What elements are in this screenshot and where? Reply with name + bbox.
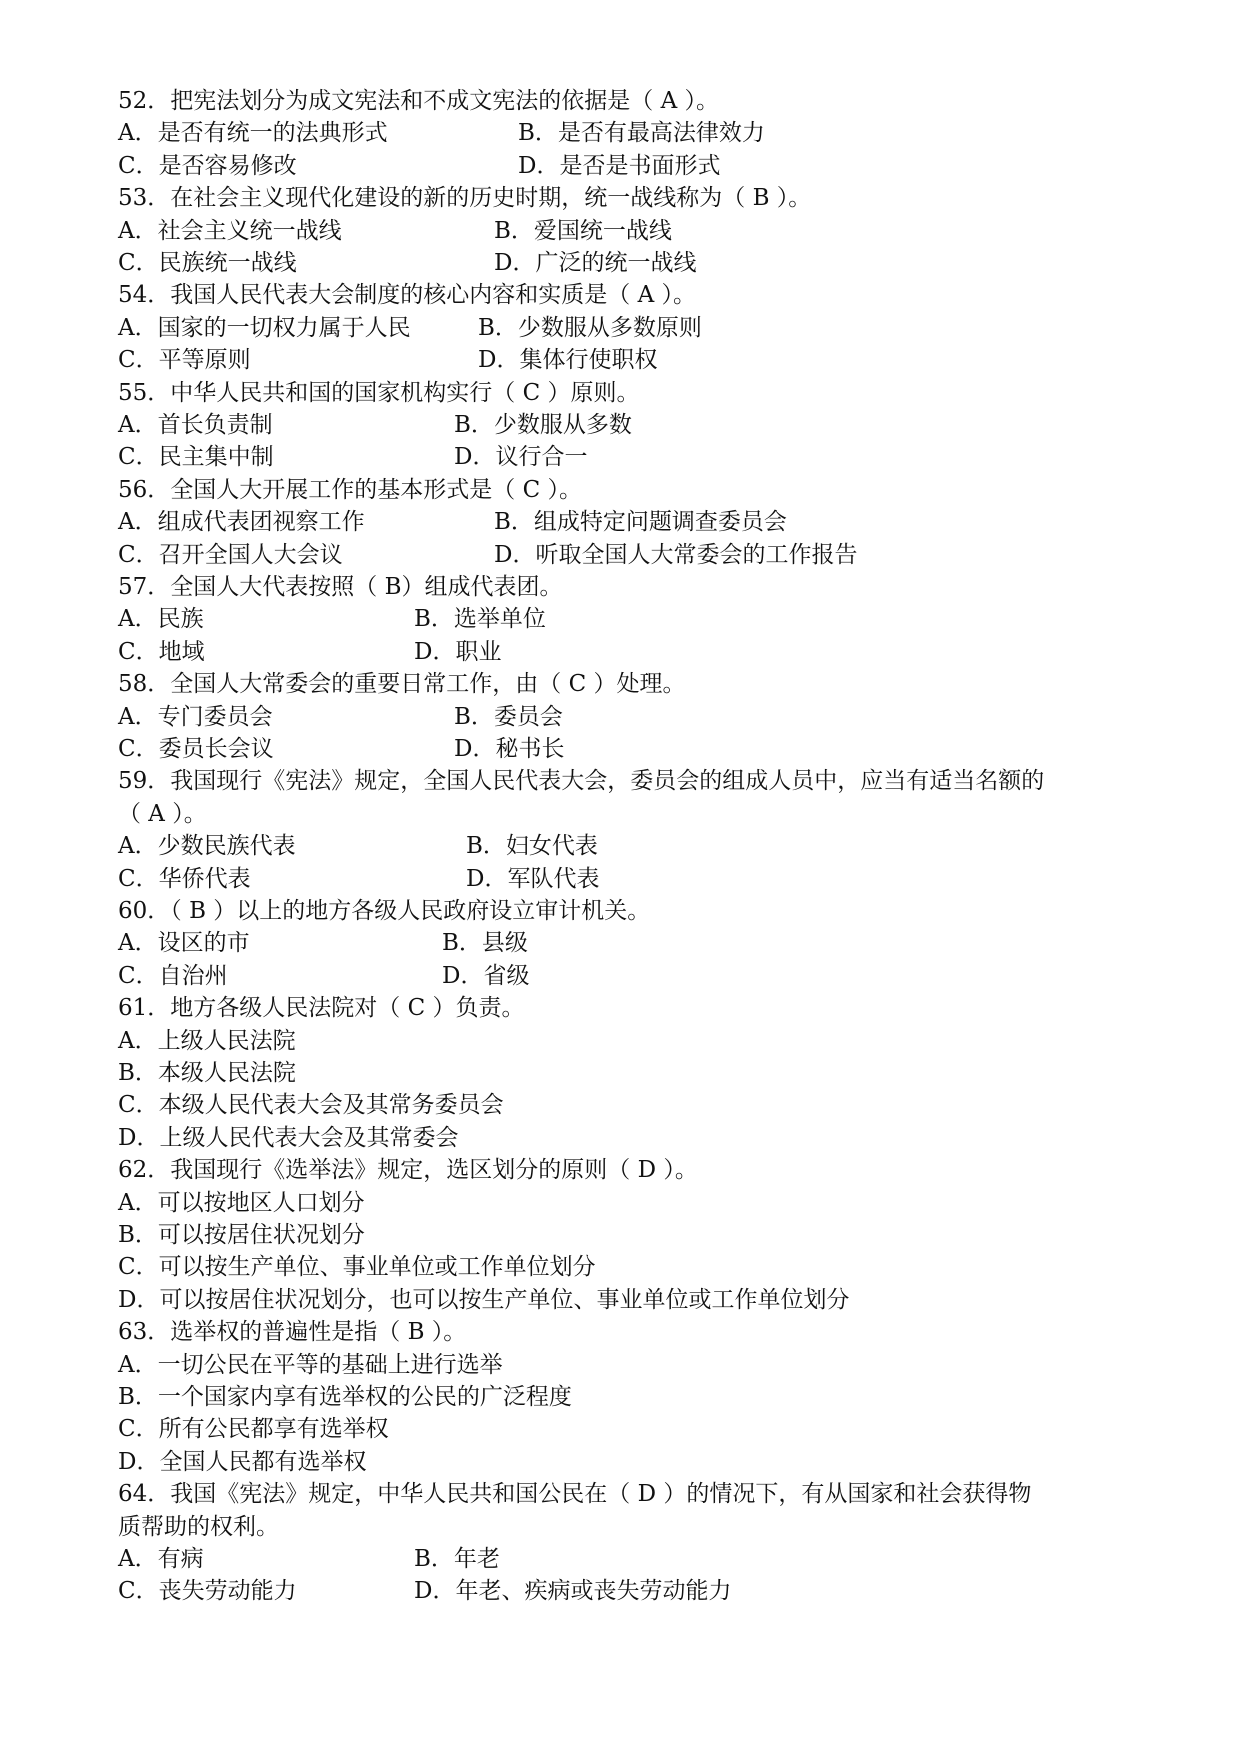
option-row <box>118 247 1118 280</box>
answer-option: B．一个国家内享有选举权的公民的广泛程度 <box>118 1384 572 1410</box>
answer-option: D．听取全国人大常委会的工作报告 <box>494 541 858 568</box>
answer-option: B．少数服从多数原则 <box>478 314 702 341</box>
option-row <box>118 733 1118 766</box>
answer-option: C．本级人民代表大会及其常务委员会 <box>118 1092 504 1119</box>
answer-option: A．社会主义统一战线 <box>118 217 342 244</box>
question-stem: 63．选举权的普遍性是指（ B ）。 <box>118 1319 467 1346</box>
answer-option: A．少数民族代表 <box>118 833 296 860</box>
answer-option: C．地域 <box>118 638 205 665</box>
question-stem: 61．地方各级人民法院对（ C ）负责。 <box>118 995 525 1022</box>
option-row <box>118 636 1118 669</box>
answer-option: A．国家的一切权力属于人民 <box>118 314 411 341</box>
option-row <box>118 215 1118 248</box>
answer-option: B．组成特定问题调查委员会 <box>494 509 787 536</box>
answer-option: B．少数服从多数 <box>454 412 632 438</box>
answer-option: C．可以按生产单位、事业单位或工作单位划分 <box>118 1254 596 1281</box>
option-row <box>118 927 1118 960</box>
answer-option: D．全国人民都有选举权 <box>118 1448 367 1475</box>
answer-option: C．丧失劳动能力 <box>118 1578 297 1605</box>
option-row <box>118 312 1118 345</box>
answer-option: A．可以按地区人口划分 <box>118 1189 365 1216</box>
option-row <box>118 1381 1118 1414</box>
answer-option: A．组成代表团视察工作 <box>118 509 365 536</box>
question-stem: 62．我国现行《选举法》规定，选区划分的原则（ D ）。 <box>118 1157 698 1184</box>
option-row <box>118 1122 1118 1155</box>
question-stem: 52．把宪法划分为成文宪法和不成文宪法的依据是（ A ）。 <box>118 88 719 114</box>
option-row <box>118 603 1118 636</box>
answer-option: A．一切公民在平等的基础上进行选举 <box>118 1351 503 1378</box>
answer-option: A．有病 <box>118 1546 204 1572</box>
answer-option: C．召开全国人大会议 <box>118 541 343 568</box>
question-stem: 55．中华人民共和国的国家机构实行（ C ）原则。 <box>118 379 640 406</box>
answer-option: C．自治州 <box>118 962 228 989</box>
option-row <box>118 344 1118 377</box>
answer-option: C．民族统一战线 <box>118 250 297 276</box>
question-stem: 56．全国人大开展工作的基本形式是（ C ）。 <box>118 476 582 503</box>
option-row <box>118 1187 1118 1220</box>
question-stem: 57．全国人大代表按照（ B）组成代表团。 <box>118 574 563 600</box>
option-row <box>118 1446 1118 1479</box>
answer-option: D．可以按居住状况划分，也可以按生产单位、事业单位或工作单位划分 <box>118 1286 850 1313</box>
answer-option: B．县级 <box>442 930 528 957</box>
answer-option: D．军队代表 <box>466 865 600 892</box>
option-row <box>118 539 1118 572</box>
option-row <box>118 441 1118 474</box>
option-row <box>118 863 1118 896</box>
answer-option: A．首长负责制 <box>118 412 273 438</box>
question-stem: 质帮助的权利。 <box>118 1513 279 1540</box>
answer-option: D．集体行使职权 <box>478 347 658 374</box>
answer-option: B．可以按居住状况划分 <box>118 1222 365 1248</box>
question-stem: 58．全国人大常委会的重要日常工作，由（ C ）处理。 <box>118 671 686 698</box>
question-stem: 54．我国人民代表大会制度的核心内容和实质是（ A ）。 <box>118 282 696 309</box>
option-row <box>118 701 1118 734</box>
answer-option: B．妇女代表 <box>466 833 598 860</box>
question-stem: （ A ）。 <box>118 800 207 827</box>
option-row <box>118 1089 1118 1122</box>
option-row <box>118 1219 1118 1252</box>
option-row <box>118 409 1118 442</box>
option-row <box>118 117 1118 150</box>
option-row <box>118 1543 1118 1576</box>
option-row <box>118 1575 1118 1608</box>
answer-option: A．设区的市 <box>118 930 250 957</box>
answer-option: A．专门委员会 <box>118 703 273 730</box>
option-row <box>118 1057 1118 1090</box>
answer-option: B．选举单位 <box>414 606 546 633</box>
option-row <box>118 960 1118 993</box>
answer-option: D．省级 <box>442 962 530 989</box>
answer-option: C．华侨代表 <box>118 865 251 892</box>
option-row <box>118 1284 1118 1317</box>
option-row <box>118 830 1118 863</box>
answer-option: C．平等原则 <box>118 347 251 374</box>
answer-option: C．是否容易修改 <box>118 152 297 179</box>
option-row <box>118 1025 1118 1058</box>
answer-option: A．上级人民法院 <box>118 1027 296 1054</box>
question-stem: 60．（ B ）以上的地方各级人民政府设立审计机关。 <box>118 898 651 924</box>
answer-option: C．所有公民都享有选举权 <box>118 1416 389 1443</box>
option-row <box>118 1251 1118 1284</box>
question-stem: 53．在社会主义现代化建设的新的历史时期，统一战线称为（ B ）。 <box>118 185 812 212</box>
option-row <box>118 1349 1118 1382</box>
option-row <box>118 1413 1118 1446</box>
answer-option: A．民族 <box>118 606 204 633</box>
answer-option: D．广泛的统一战线 <box>494 250 697 276</box>
answer-option: A．是否有统一的法典形式 <box>118 120 388 147</box>
answer-option: B．年老 <box>414 1546 500 1572</box>
answer-option: B．本级人民法院 <box>118 1060 296 1086</box>
answer-option: C．委员长会议 <box>118 736 274 762</box>
option-row <box>118 506 1118 539</box>
answer-option: D．秘书长 <box>454 736 565 762</box>
question-stem: 59．我国现行《宪法》规定，全国人民代表大会，委员会的组成人员中，应当有适当名额的 <box>118 768 1045 795</box>
answer-option: C．民主集中制 <box>118 444 274 471</box>
answer-option: D．职业 <box>414 638 502 665</box>
answer-option: D．上级人民代表大会及其常委会 <box>118 1124 459 1151</box>
answer-option: B．是否有最高法律效力 <box>518 120 765 147</box>
answer-option: D．议行合一 <box>454 444 588 471</box>
answer-option: D．是否是书面形式 <box>518 152 721 179</box>
option-row <box>118 150 1118 183</box>
answer-option: D．年老、疾病或丧失劳动能力 <box>414 1578 732 1605</box>
answer-option: B．爱国统一战线 <box>494 217 672 244</box>
answer-option: B．委员会 <box>454 703 563 730</box>
question-stem: 64．我国《宪法》规定，中华人民共和国公民在（ D ）的情况下，有从国家和社会获得物 <box>118 1481 1032 1508</box>
